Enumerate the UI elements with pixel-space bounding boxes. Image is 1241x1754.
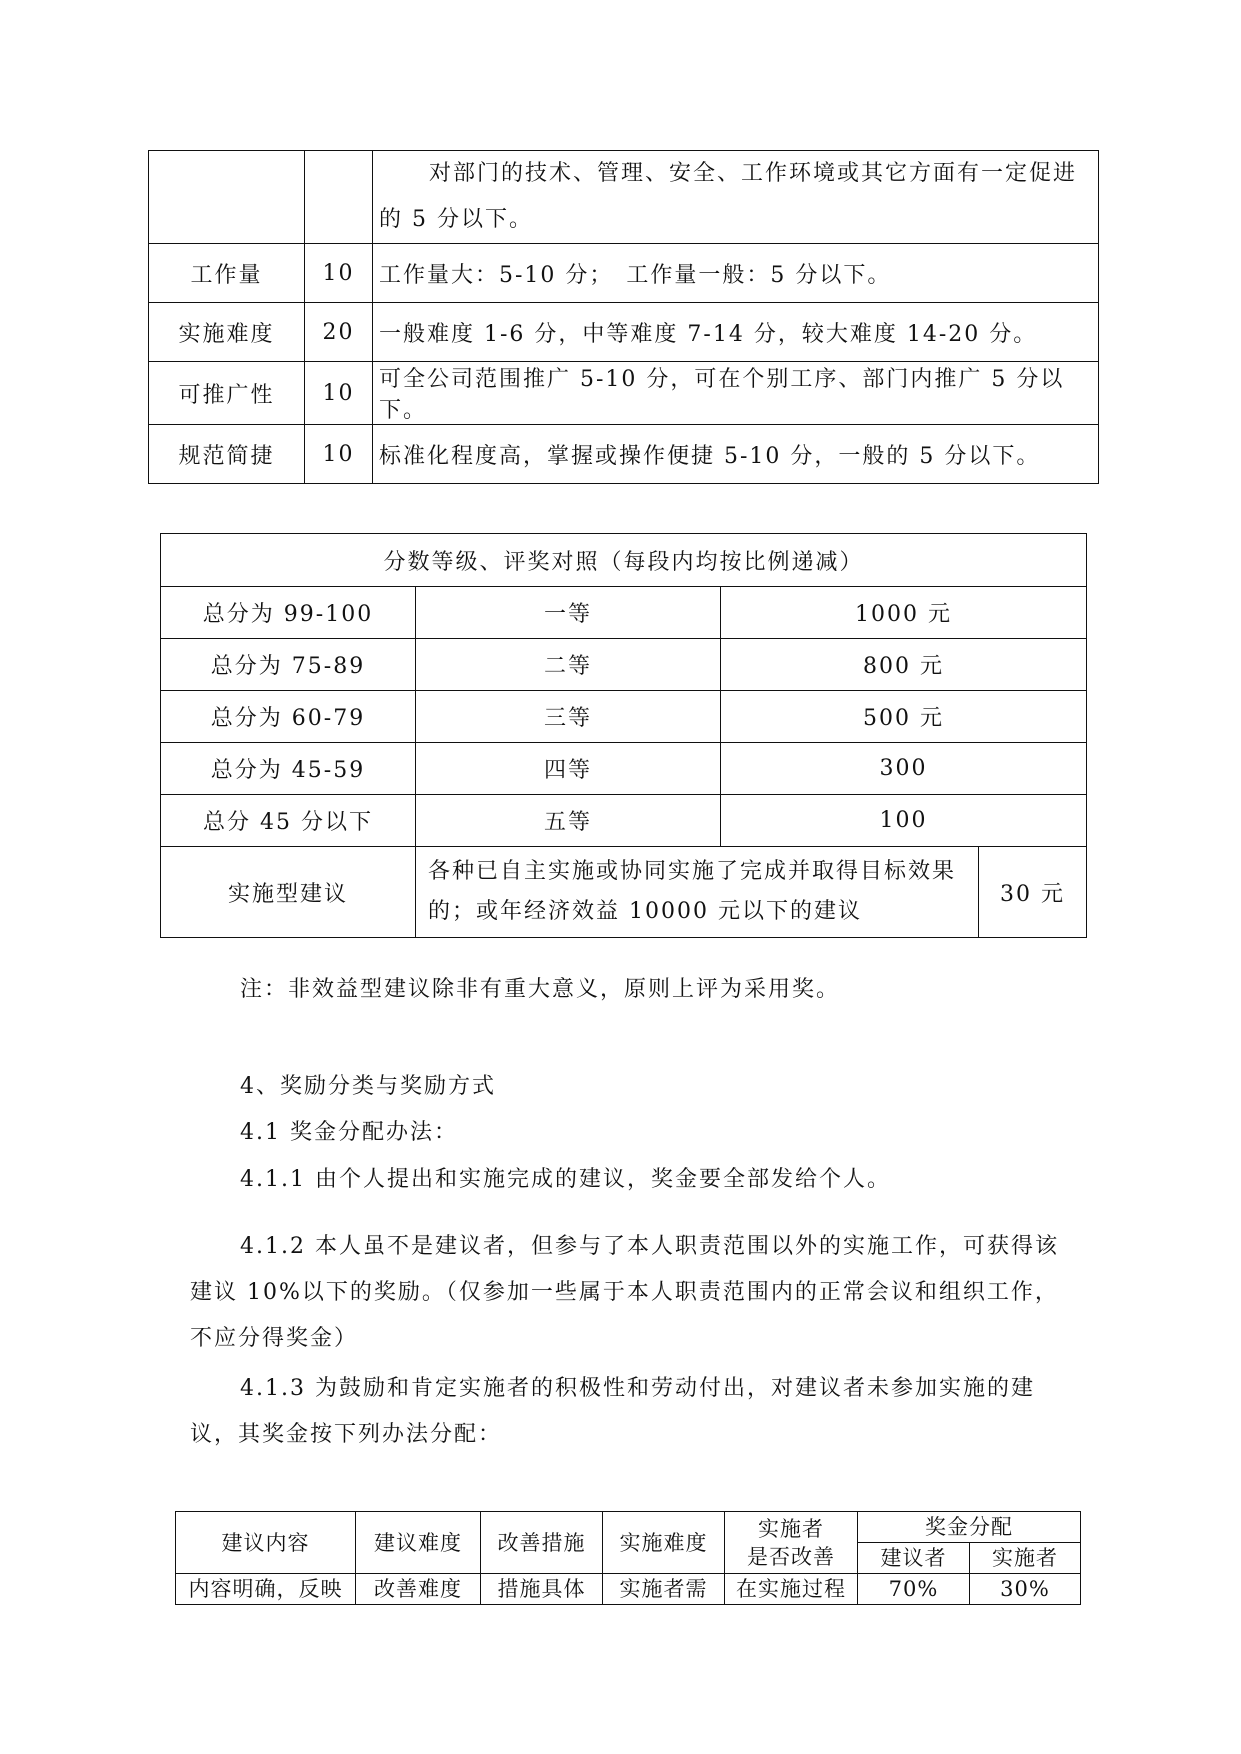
criteria-item: 工作量 — [149, 244, 305, 303]
table-row — [149, 151, 1099, 244]
criteria-item: 可推广性 — [149, 362, 305, 425]
header-implementer-line2: 是否改善 — [747, 1544, 835, 1569]
table-row — [149, 425, 1099, 484]
criteria-item: 规范简捷 — [149, 425, 305, 484]
subsection-heading: 4.1 奖金分配办法： — [240, 1120, 458, 1145]
criteria-score: 10 — [305, 244, 373, 303]
table-row — [161, 795, 1087, 847]
score-range: 总分为 99-100 — [161, 587, 416, 639]
header-difficulty: 建议难度 — [356, 1512, 481, 1574]
header-content: 建议内容 — [176, 1512, 356, 1574]
table-row — [149, 303, 1099, 362]
table-row — [149, 244, 1099, 303]
table-row — [161, 587, 1087, 639]
criteria-item: 实施难度 — [149, 303, 305, 362]
score-range: 总分为 60-79 — [161, 691, 416, 743]
criteria-score — [305, 151, 373, 244]
criteria-score: 10 — [305, 425, 373, 484]
row-impl-difficulty: 实施者需 — [603, 1574, 725, 1605]
table-row — [161, 743, 1087, 795]
header-implementer-improve — [725, 1512, 858, 1574]
scoring-criteria-table — [148, 150, 1099, 484]
criteria-desc: 一般难度 1-6 分，中等难度 7-14 分，较大难度 14-20 分。 — [373, 303, 1099, 362]
section-heading: 4、奖励分类与奖励方式 — [240, 1074, 496, 1099]
table-row — [176, 1574, 1081, 1605]
header-implementer-line1: 实施者 — [758, 1516, 824, 1541]
header-measures: 改善措施 — [481, 1512, 603, 1574]
row-implementer-pct: 30% — [970, 1574, 1081, 1605]
criteria-item — [149, 151, 305, 244]
bonus-distribution-table — [175, 1511, 1081, 1605]
table-header-row — [176, 1512, 1081, 1543]
criteria-score: 20 — [305, 303, 373, 362]
note-text: 注：非效益型建议除非有重大意义，原则上评为采用奖。 — [240, 977, 841, 1002]
table-row — [161, 691, 1087, 743]
award-level-table — [160, 533, 1087, 938]
paragraph: 4.1.1 由个人提出和实施完成的建议，奖金要全部发给个人。 — [240, 1167, 891, 1192]
award-amount: 1000 元 — [721, 587, 1087, 639]
row-proposer-pct: 70% — [858, 1574, 970, 1605]
score-range: 总分为 45-59 — [161, 743, 416, 795]
row-difficulty: 改善难度 — [356, 1574, 481, 1605]
implementation-award: 30 元 — [979, 847, 1087, 938]
paragraph: 4.1.2 本人虽不是建议者，但参与了本人职责范围以外的实施工作，可获得该建议 10%以下的奖励。（仅参加一些属于本人职责范围内的正常会议和组织工作，不应分得奖金） — [190, 1234, 1059, 1351]
row-implementer: 在实施过程 — [725, 1574, 858, 1605]
table-row — [161, 847, 1087, 938]
criteria-desc: 可全公司范围推广 5-10 分，可在个别工序、部门内推广 5 分以下。 — [373, 362, 1099, 425]
table-row — [149, 362, 1099, 425]
implementation-label: 实施型建议 — [161, 847, 416, 938]
award-amount: 300 — [721, 743, 1087, 795]
score-range: 总分 45 分以下 — [161, 795, 416, 847]
award-level: 三等 — [416, 691, 721, 743]
award-level: 一等 — [416, 587, 721, 639]
criteria-desc: 对部门的技术、管理、安全、工作环境或其它方面有一定促进的 5 分以下。 — [373, 151, 1099, 244]
award-amount: 100 — [721, 795, 1087, 847]
score-range: 总分为 75-89 — [161, 639, 416, 691]
paragraph: 4.1.3 为鼓励和肯定实施者的积极性和劳动付出，对建议者未参加实施的建议，其奖金按下列办法分配： — [190, 1376, 1035, 1447]
header-impl-difficulty: 实施难度 — [603, 1512, 725, 1574]
criteria-desc: 标准化程度高，掌握或操作便捷 5-10 分，一般的 5 分以下。 — [373, 425, 1099, 484]
criteria-desc: 工作量大：5-10 分； 工作量一般：5 分以下。 — [373, 244, 1099, 303]
award-level: 五等 — [416, 795, 721, 847]
header-proposer: 建议者 — [858, 1543, 970, 1574]
award-level: 四等 — [416, 743, 721, 795]
header-implementer: 实施者 — [970, 1543, 1081, 1574]
row-content: 内容明确，反映 — [176, 1574, 356, 1605]
award-table-header: 分数等级、评奖对照（每段内均按比例递减） — [161, 534, 1087, 587]
table-row — [161, 639, 1087, 691]
award-amount: 800 元 — [721, 639, 1087, 691]
award-amount: 500 元 — [721, 691, 1087, 743]
table-header-row — [161, 534, 1087, 587]
header-bonus: 奖金分配 — [858, 1512, 1081, 1543]
row-measures: 措施具体 — [481, 1574, 603, 1605]
award-level: 二等 — [416, 639, 721, 691]
criteria-score: 10 — [305, 362, 373, 425]
implementation-desc: 各种已自主实施或协同实施了完成并取得目标效果的；或年经济效益 10000 元以下的建议 — [416, 847, 979, 938]
